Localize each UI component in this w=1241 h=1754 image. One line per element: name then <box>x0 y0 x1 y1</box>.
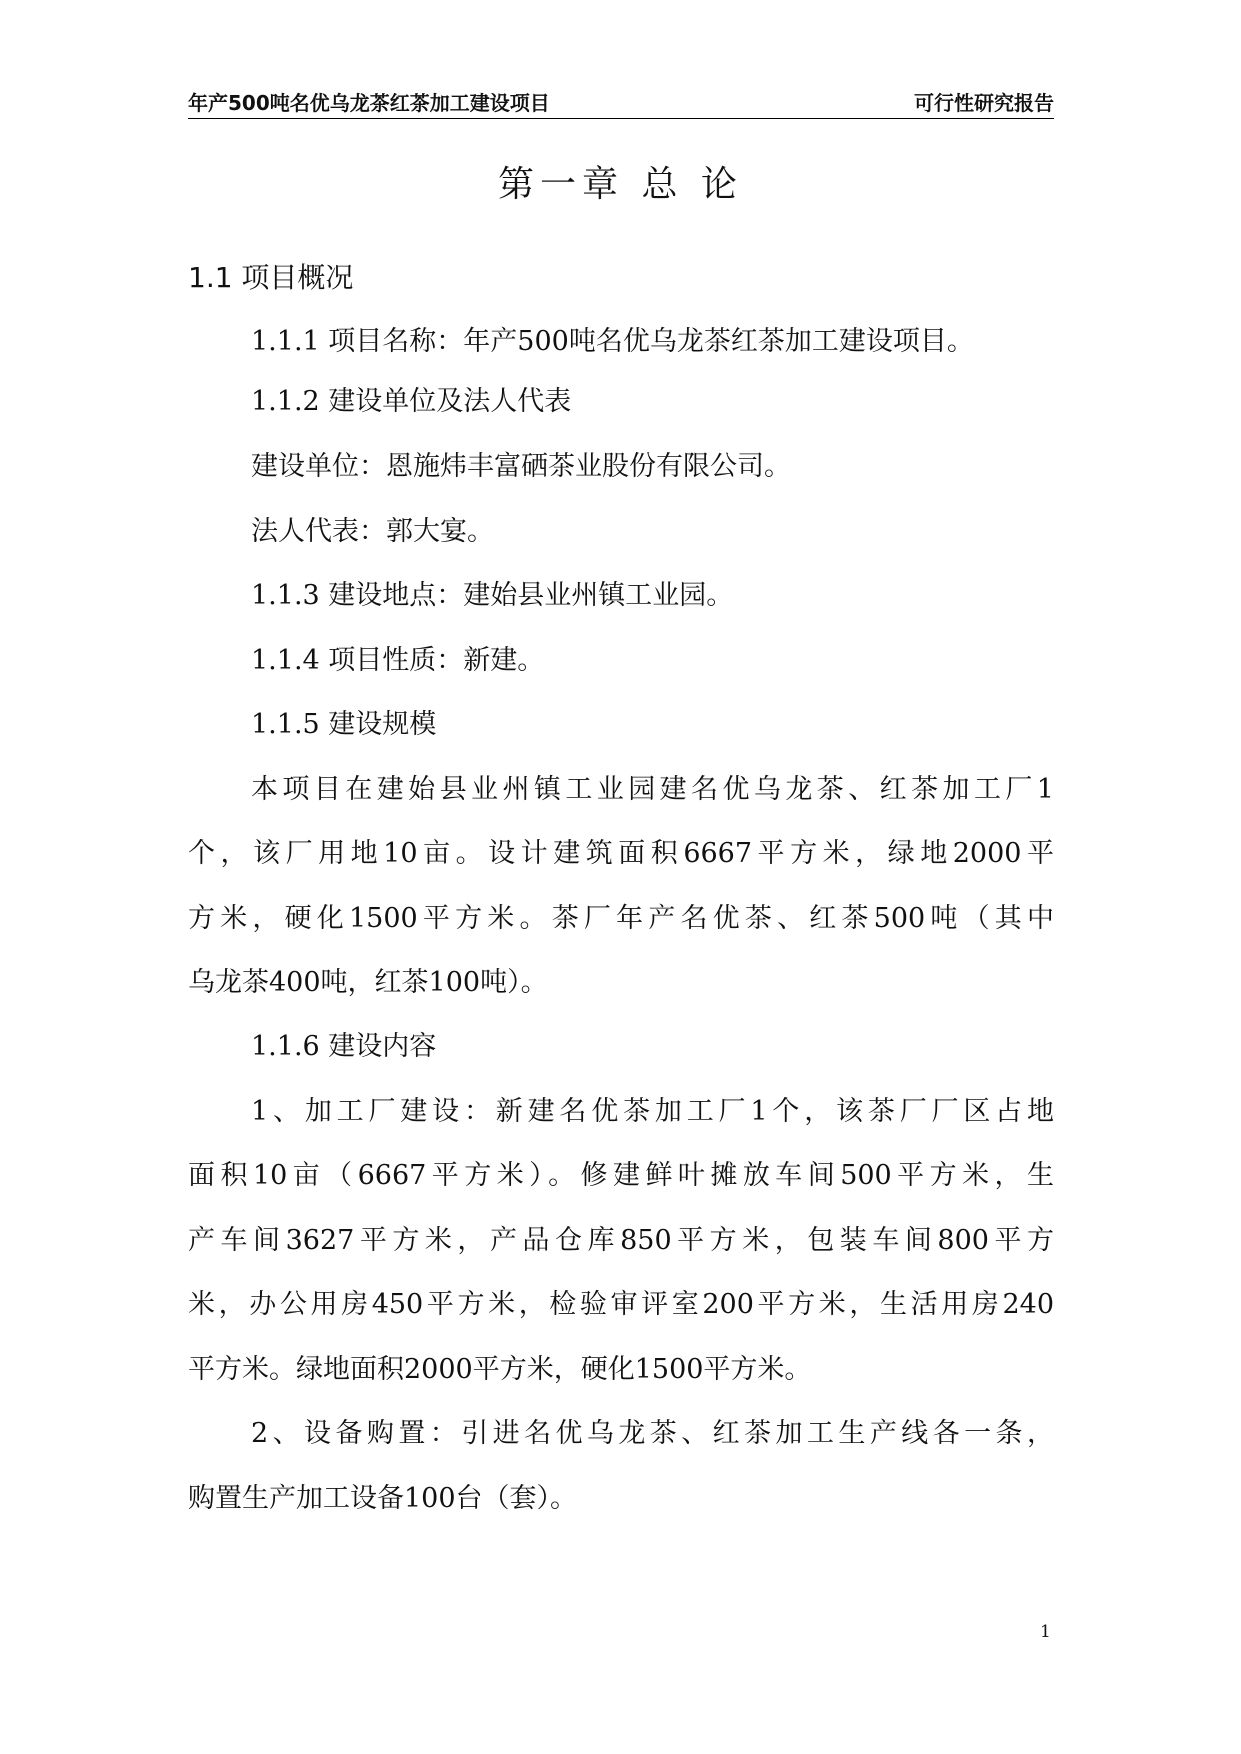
paragraph-line: 乌龙茶400吨，红茶100吨）。 <box>188 967 548 998</box>
page-number: 1 <box>1040 1622 1051 1642</box>
paragraph-line: 米，办公用房450平方米，检验审评室200平方米，生活用房240 <box>188 1289 1054 1320</box>
running-header <box>188 88 1054 119</box>
paragraph-line: 平方米。绿地面积2000平方米，硬化1500平方米。 <box>188 1354 812 1385</box>
paragraph-line: 1.1.6 建设内容 <box>251 1031 437 1062</box>
paragraph-line: 产车间3627平方米，产品仓库850平方米，包装车间800平方 <box>188 1225 1054 1256</box>
paragraph-line: 法人代表：郭大宴。 <box>251 516 494 547</box>
paragraph-line: 建设单位：恩施炜丰富硒茶业股份有限公司。 <box>251 451 791 482</box>
paragraph-line: 2、设备购置：引进名优乌龙茶、红茶加工生产线各一条， <box>251 1418 1054 1449</box>
paragraph-line: 1.1.2 建设单位及法人代表 <box>251 386 572 417</box>
paragraph-line: 1.1.4 项目性质：新建。 <box>251 645 545 676</box>
paragraph-line: 面积10亩（6667平方米）。修建鲜叶摊放车间500平方米，生 <box>188 1160 1054 1191</box>
header-report-type: 可行性研究报告 <box>914 91 1054 115</box>
paragraph-line: 本项目在建始县业州镇工业园建名优乌龙茶、红茶加工厂1 <box>251 774 1054 805</box>
section-heading: 1.1 项目概况 <box>188 261 354 294</box>
paragraph-line: 1.1.3 建设地点：建始县业州镇工业园。 <box>251 580 734 611</box>
paragraph-line: 1.1.1 项目名称：年产500吨名优乌龙茶红茶加工建设项目。 <box>251 326 974 357</box>
paragraph-line: 1.1.5 建设规模 <box>251 709 437 740</box>
header-project-title: 年产500吨名优乌龙茶红茶加工建设项目 <box>188 91 550 115</box>
paragraph-line: 个，该厂用地10亩。设计建筑面积6667平方米，绿地2000平 <box>188 838 1054 869</box>
chapter-title: 第一章 总 论 <box>498 164 743 205</box>
paragraph-line: 方米，硬化1500平方米。茶厂年产名优茶、红茶500吨（其中 <box>188 903 1054 934</box>
paragraph-line: 1、加工厂建设：新建名优茶加工厂1个，该茶厂厂区占地 <box>251 1096 1054 1127</box>
paragraph-line: 购置生产加工设备100台（套）。 <box>188 1483 578 1514</box>
